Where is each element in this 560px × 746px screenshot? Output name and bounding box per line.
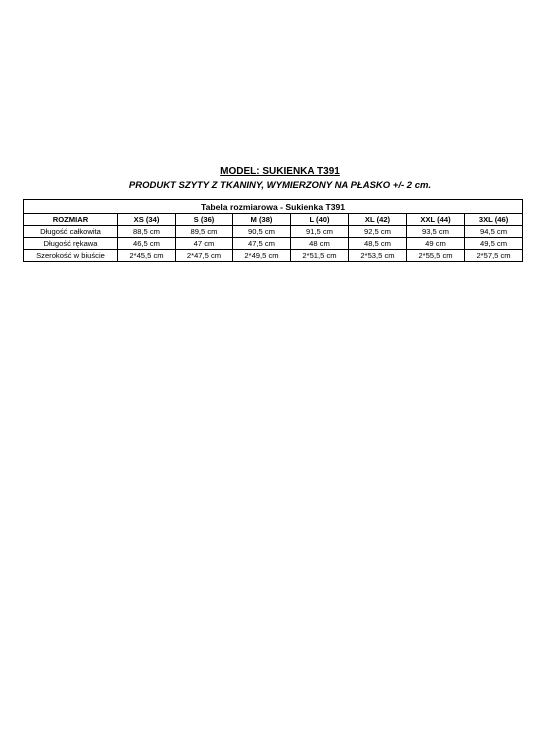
column-header-s: S (36) bbox=[176, 214, 233, 226]
column-header-l: L (40) bbox=[291, 214, 349, 226]
table-cell: 2*53,5 cm bbox=[349, 250, 407, 262]
table-title: Tabela rozmiarowa - Sukienka T391 bbox=[24, 200, 523, 214]
table-cell: 47,5 cm bbox=[233, 238, 291, 250]
table-cell: 2*57,5 cm bbox=[465, 250, 523, 262]
table-cell: 91,5 cm bbox=[291, 226, 349, 238]
table-row bbox=[24, 250, 523, 262]
table-cell: 93,5 cm bbox=[407, 226, 465, 238]
table-cell: 90,5 cm bbox=[233, 226, 291, 238]
column-header-xs: XS (34) bbox=[118, 214, 176, 226]
table-cell: 48 cm bbox=[291, 238, 349, 250]
table-cell: 2*47,5 cm bbox=[176, 250, 233, 262]
document-header bbox=[0, 163, 560, 192]
product-note: PRODUKT SZYTY Z TKANINY, WYMIERZONY NA PŁASKO +/- 2 cm. bbox=[128, 180, 432, 191]
row-label-sleeve-length: Długość rękawa bbox=[24, 238, 118, 250]
table-cell: 2*51,5 cm bbox=[291, 250, 349, 262]
model-title: MODEL: SUKIENKA T391 bbox=[220, 166, 340, 177]
row-label-bust-width: Szerokość w biuście bbox=[24, 250, 118, 262]
table-cell: 89,5 cm bbox=[176, 226, 233, 238]
table-row bbox=[24, 238, 523, 250]
column-header-size: ROZMIAR bbox=[24, 214, 118, 226]
table-header-row bbox=[24, 214, 523, 226]
table-cell: 88,5 cm bbox=[118, 226, 176, 238]
row-label-total-length: Długość całkowita bbox=[24, 226, 118, 238]
size-table bbox=[23, 199, 523, 262]
table-cell: 92,5 cm bbox=[349, 226, 407, 238]
table-cell: 2*45,5 cm bbox=[118, 250, 176, 262]
column-header-3xl: 3XL (46) bbox=[465, 214, 523, 226]
column-header-m: M (38) bbox=[233, 214, 291, 226]
table-cell: 48,5 cm bbox=[349, 238, 407, 250]
table-row bbox=[24, 226, 523, 238]
table-cell: 49,5 cm bbox=[465, 238, 523, 250]
column-header-xl: XL (42) bbox=[349, 214, 407, 226]
column-header-xxl: XXL (44) bbox=[407, 214, 465, 226]
table-cell: 2*55,5 cm bbox=[407, 250, 465, 262]
table-cell: 49 cm bbox=[407, 238, 465, 250]
table-cell: 94,5 cm bbox=[465, 226, 523, 238]
table-cell: 2*49,5 cm bbox=[233, 250, 291, 262]
table-cell: 47 cm bbox=[176, 238, 233, 250]
table-cell: 46,5 cm bbox=[118, 238, 176, 250]
